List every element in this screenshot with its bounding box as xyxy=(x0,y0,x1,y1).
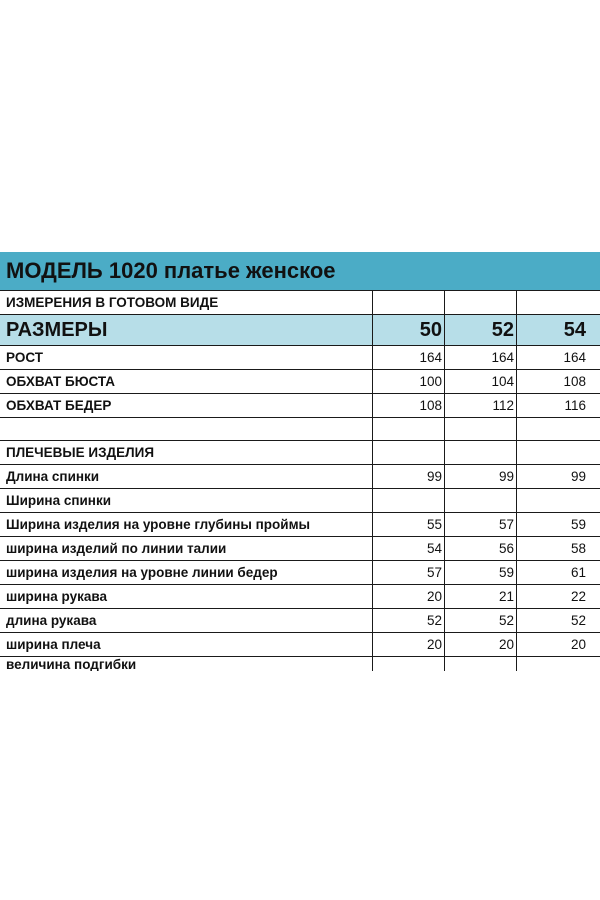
row-label: Ширина спинки xyxy=(6,493,111,508)
row-label: РОСТ xyxy=(6,350,43,365)
cell-value: 52 xyxy=(570,613,586,628)
table-row xyxy=(0,585,600,609)
grid-line xyxy=(444,489,445,512)
grid-line xyxy=(372,441,373,464)
row-label: Длина спинки xyxy=(6,469,100,484)
cell-value: 20 xyxy=(426,589,442,604)
grid-line xyxy=(372,291,373,314)
sizes-row xyxy=(0,315,600,346)
cell-value: 112 xyxy=(492,398,514,413)
section-label: ПЛЕЧЕВЫЕ ИЗДЕЛИЯ xyxy=(6,445,155,460)
grid-line xyxy=(372,418,373,440)
subtitle-row xyxy=(0,291,600,315)
table-title: МОДЕЛЬ 1020 платье женское xyxy=(6,258,336,283)
table-row xyxy=(0,370,600,394)
cell-value: 52 xyxy=(498,613,514,628)
cell-value: 99 xyxy=(426,469,442,484)
cell-value: 57 xyxy=(498,517,514,532)
row-label: Ширина изделия на уровне глубины проймы xyxy=(6,517,311,532)
cell-value: 164 xyxy=(419,350,442,365)
grid-line xyxy=(444,418,445,440)
cell-value: 56 xyxy=(498,541,514,556)
cell-value: 21 xyxy=(498,589,514,604)
cell-value: 59 xyxy=(498,565,514,580)
cell-value: 164 xyxy=(491,350,514,365)
cell-value: 57 xyxy=(426,565,442,580)
row-label: ширина плеча xyxy=(6,637,101,652)
table-row xyxy=(0,346,600,370)
grid-line xyxy=(372,489,373,512)
grid-line xyxy=(516,418,517,440)
table-row xyxy=(0,633,600,657)
cell-value: 164 xyxy=(563,350,586,365)
row-label: ОБХВАТ БЕДЕР xyxy=(6,398,112,413)
cell-value: 99 xyxy=(498,469,514,484)
cell-value: 108 xyxy=(563,374,586,389)
empty-row xyxy=(0,418,600,441)
cell-value: 59 xyxy=(570,517,586,532)
table-row xyxy=(0,489,600,513)
row-label: ширина рукава xyxy=(6,589,107,604)
cell-value: 116 xyxy=(564,398,586,413)
row-label: длина рукава xyxy=(6,613,97,628)
cell-value: 22 xyxy=(570,589,586,604)
table-subtitle: ИЗМЕРЕНИЯ В ГОТОВОМ ВИДЕ xyxy=(6,295,219,310)
cell-value: 99 xyxy=(570,469,586,484)
table-row xyxy=(0,513,600,537)
measurement-table xyxy=(0,252,600,671)
row-label: ОБХВАТ БЮСТА xyxy=(6,374,116,389)
section-row xyxy=(0,441,600,465)
grid-line xyxy=(444,657,445,671)
sizes-label: РАЗМЕРЫ xyxy=(6,319,108,341)
table-row xyxy=(0,609,600,633)
cell-value: 20 xyxy=(570,637,586,652)
cell-value: 58 xyxy=(570,541,586,556)
cell-value: 55 xyxy=(426,517,442,532)
table-row xyxy=(0,537,600,561)
cell-value: 20 xyxy=(426,637,442,652)
cell-value: 20 xyxy=(498,637,514,652)
cell-value: 61 xyxy=(570,565,586,580)
grid-line xyxy=(516,291,517,314)
title-row xyxy=(0,252,600,291)
row-label: ширина изделий по линии талии xyxy=(6,541,227,556)
table-row xyxy=(0,465,600,489)
size-52: 52 xyxy=(491,319,514,341)
cell-value: 104 xyxy=(491,374,514,389)
table-row xyxy=(0,561,600,585)
row-label: ширина изделия на уровне линии бедер xyxy=(6,565,278,580)
cell-value: 100 xyxy=(419,374,442,389)
grid-line xyxy=(444,441,445,464)
grid-line xyxy=(516,489,517,512)
table-row xyxy=(0,394,600,418)
cell-value: 52 xyxy=(426,613,442,628)
grid-line xyxy=(516,657,517,671)
cut-off-row xyxy=(0,657,600,671)
size-50: 50 xyxy=(419,319,442,341)
grid-line xyxy=(516,441,517,464)
size-54: 54 xyxy=(563,319,586,341)
cell-value: 54 xyxy=(426,541,442,556)
grid-line xyxy=(444,291,445,314)
cell-value: 108 xyxy=(419,398,442,413)
grid-line xyxy=(372,657,373,671)
row-label: величина подгибки xyxy=(6,657,137,671)
